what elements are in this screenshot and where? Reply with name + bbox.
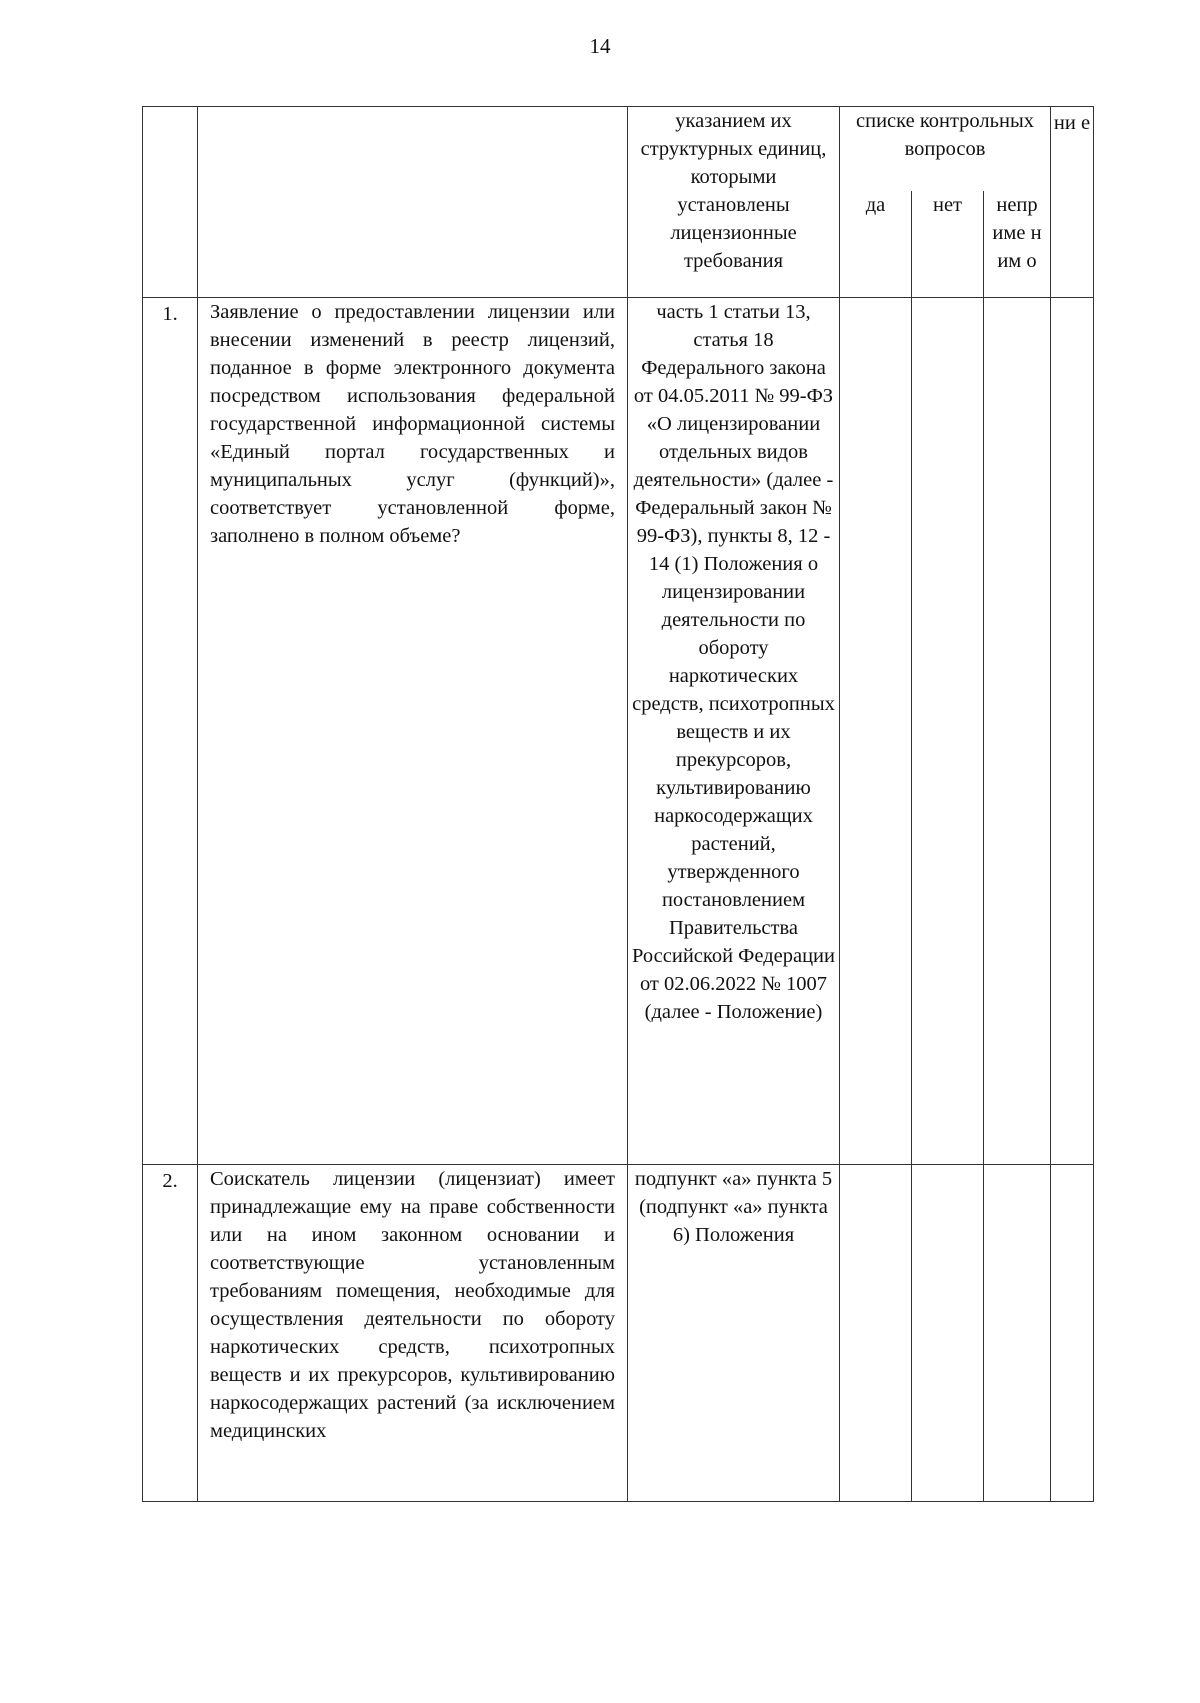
- answer-no-cell[interactable]: [912, 1165, 984, 1502]
- row-requirements: подпункт «а» пункта 5 (подпункт «а» пункта 6) Положения: [628, 1165, 840, 1502]
- header-num-cell: [143, 107, 198, 298]
- row-question: Соискатель лицензии (лицензиат) имеет принадлежащие ему на праве собственности или на ином законном основании и соответствующие установленным требованиям помещения, необходимые для осуществления деятельности по обороту наркотических средств, психотропных веществ и их прекурсоров, культивированию наркосодержащих растений (за исключением медицинских: [198, 1165, 628, 1502]
- answer-na-cell[interactable]: [984, 1165, 1051, 1502]
- row-number: 1.: [143, 298, 198, 1165]
- note-cell[interactable]: [1051, 1165, 1094, 1502]
- checklist-table: [142, 106, 1094, 1502]
- header-answer-yes: да: [840, 191, 912, 298]
- header-question-cell: [198, 107, 628, 298]
- row-question: Заявление о предоставлении лицензии или внесении изменений в реестр лицензий, поданное в форме электронного документа посредством использования федеральной государственной информационной системы «Единый портал государственных и муниципальных услуг (функций)», соответствует установленной форме, заполнено в полном объеме?: [198, 298, 628, 1165]
- row-number: 2.: [143, 1165, 198, 1502]
- answer-no-cell[interactable]: [912, 298, 984, 1165]
- answer-yes-cell[interactable]: [840, 1165, 912, 1502]
- table-row: [143, 298, 1094, 1165]
- answer-na-cell[interactable]: [984, 298, 1051, 1165]
- table-header-row: [143, 107, 1094, 192]
- header-last-column: ни е: [1051, 107, 1094, 298]
- table-row: [143, 1165, 1094, 1502]
- page-number: 14: [589, 34, 611, 58]
- row-requirements: часть 1 статьи 13, статья 18 Федерального закона от 04.05.2011 № 99-ФЗ «О лицензировании отдельных видов деятельности» (далее - Федеральный закон № 99-ФЗ), пункты 8, 12 - 14 (1) Положения о лицензировании деятельности по обороту наркотических средств, психотропных веществ и их прекурсоров, культивированию наркосодержащих растений, утвержденного постановлением Правительства Российской Федерации от 02.06.2022 № 1007 (далее - Положение): [628, 298, 840, 1165]
- header-requirements: указанием их структурных единиц, которыми установлены лицензионные требования: [628, 107, 840, 298]
- note-cell[interactable]: [1051, 298, 1094, 1165]
- header-answer-not-applicable: непр име ним о: [984, 191, 1051, 298]
- header-answer-group: списке контрольных вопросов: [840, 107, 1051, 192]
- header-answer-no: нет: [912, 191, 984, 298]
- answer-yes-cell[interactable]: [840, 298, 912, 1165]
